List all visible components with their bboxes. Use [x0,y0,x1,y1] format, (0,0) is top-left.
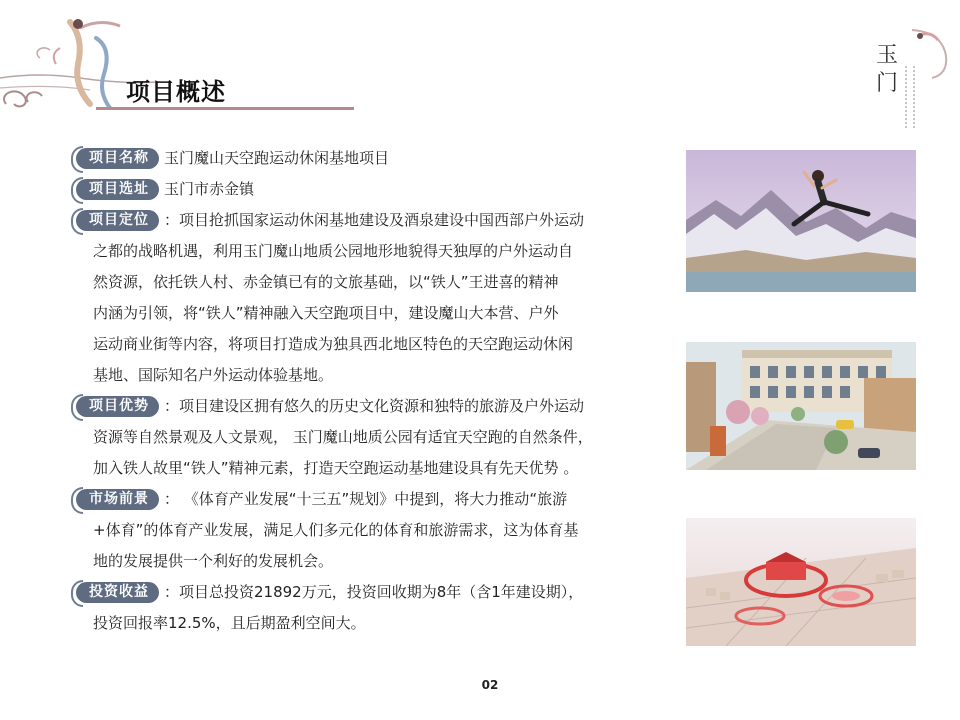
photo-base-camp-aerial [686,518,916,646]
page-title: 项目概述 [126,78,226,106]
section-text: 加入铁人故里“铁人”精神元素，打造天空跑运动基地建设具有先天优势 。 [93,459,579,477]
section-location [76,174,676,205]
section-text: 运动商业街等内容，将项目打造成为独具西北地区特色的天空跑运动休闲 [93,335,574,353]
page-number: 02 [481,678,499,692]
label-tag: 项目选址 [76,179,159,200]
section-name [76,143,676,174]
section-market [76,484,676,515]
section-positioning [76,205,676,236]
section-text: 之都的战略机遇，利用玉门魔山地质公园地形地貌得天独厚的户外运动自 [93,242,574,260]
label-tag: 投资收益 [76,582,159,603]
label-tag: 项目优势 [76,396,159,417]
section-investment [76,577,676,608]
yumen-logo [872,26,952,136]
section-text: ：项目总投资21892万元，投资回收期为8年（含1年建设期）， [164,583,584,601]
title-underline [96,107,354,110]
section-text: 玉门市赤金镇 [164,180,255,198]
section-advantage [76,391,676,422]
section-text: 资源等自然景观及人文景观， 玉门魔山地质公园有适宜天空跑的自然条件， [93,428,593,446]
label-tag: 项目定位 [76,210,159,231]
photo-commercial-street [686,342,916,470]
section-text: ：项目建设区拥有悠久的历史文化资源和独特的旅游及户外运动 [164,397,585,415]
label-tag: 市场前景 [76,489,159,510]
section-text: 内涵为引领，将“铁人”精神融入天空跑项目中，建设魔山大本营、户外 [93,304,559,322]
section-text: 玉门魔山天空跑运动休闲基地项目 [164,149,390,167]
section-text: +体育”的体育产业发展，满足人们多元化的体育和旅游需求，这为体育基 [93,521,579,539]
label-tag: 项目名称 [76,148,159,169]
photo-jumping-athlete [686,150,916,292]
overview-content [76,143,676,639]
section-text: 基地、国际知名户外运动体验基地。 [93,366,334,384]
section-text: 地的发展提供一个利好的发展机会。 [93,552,334,570]
section-text: 然资源，依托铁人村、赤金镇已有的文旅基础，以“铁人”王进喜的精神 [93,273,559,291]
section-text: 投资回报率12.5%，且后期盈利空间大。 [93,614,366,632]
logo-char-2: 门 [876,71,899,96]
logo-char-1: 玉 [876,43,899,68]
section-text: ：项目抢抓国家运动休闲基地建设及酒泉建设中国西部户外运动 [164,211,585,229]
section-text: ： 《体育产业发展“十三五”规划》中提到，将大力推动“旅游 [164,490,568,508]
